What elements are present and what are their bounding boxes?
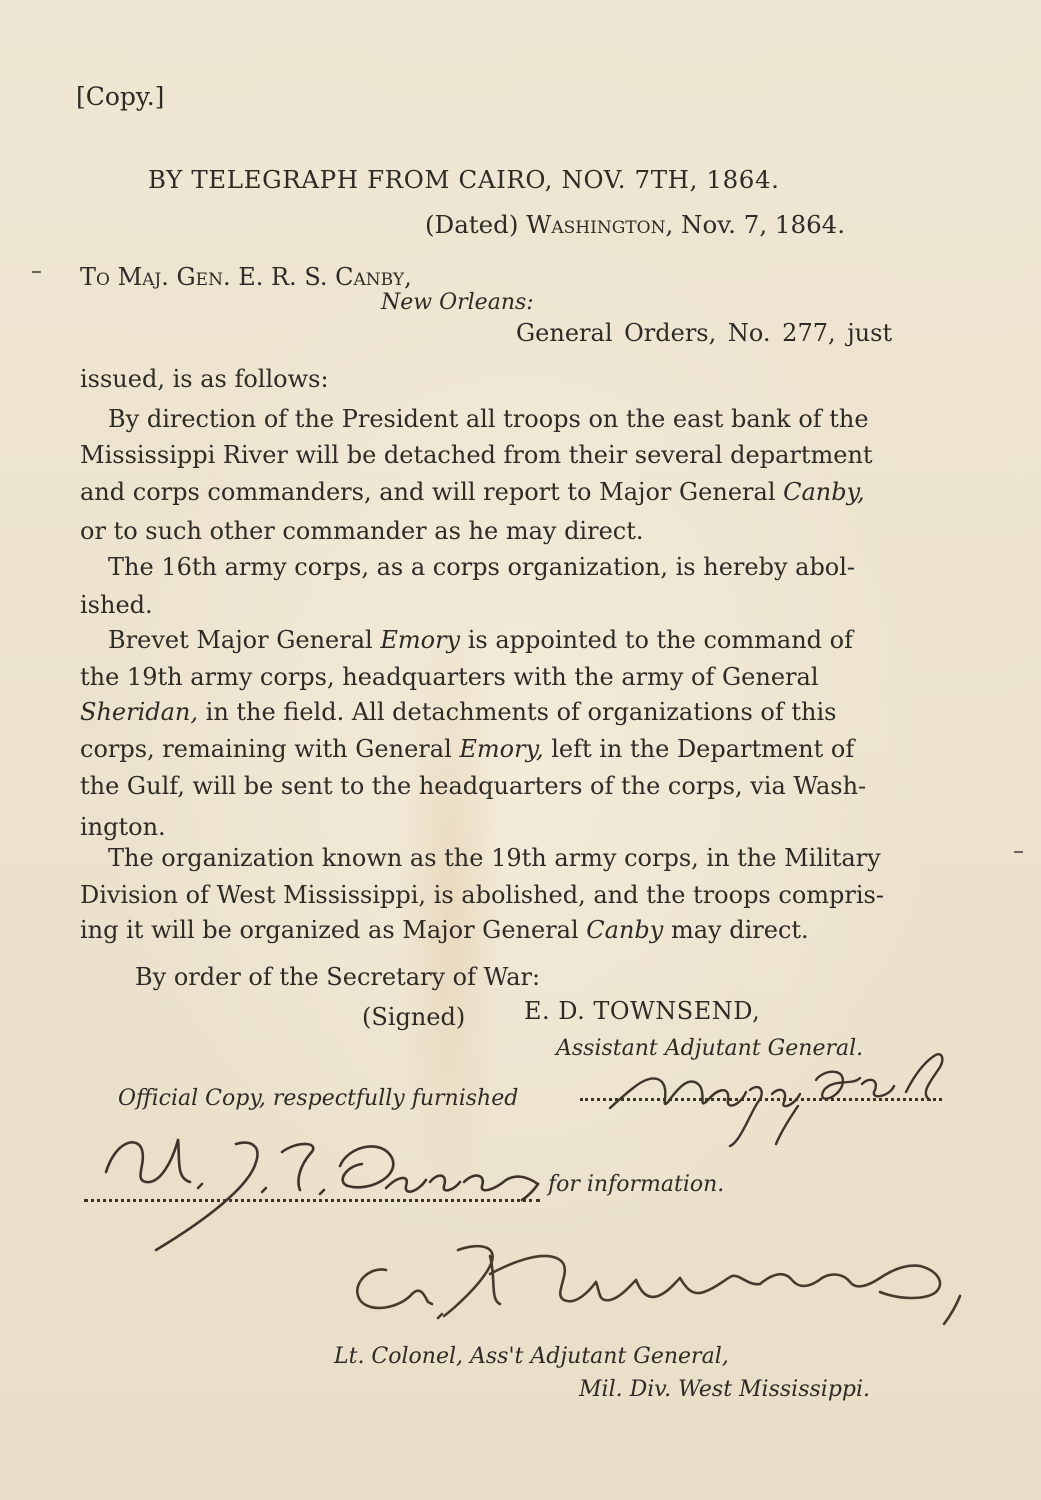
addressee-place: New Orleans: xyxy=(381,290,534,315)
dated-date: , Nov. 7, 1864. xyxy=(665,210,846,239)
body-line: The 16th army corps, as a corps organization, is hereby abol- xyxy=(108,553,856,581)
official-copy-text: Official Copy, respectfully furnished xyxy=(118,1086,519,1111)
body-line: ington. xyxy=(80,813,166,841)
copy-label: [Copy.] xyxy=(76,82,165,111)
body-text: in the field. All detachments of organizations of this xyxy=(198,698,837,726)
body-line xyxy=(80,697,836,727)
body-line: issued, is as follows: xyxy=(80,365,329,393)
body-text: left in the Department of xyxy=(543,735,855,763)
body-line xyxy=(108,625,853,655)
body-text: ing it will be organized as Major General xyxy=(80,916,587,944)
body-line: By order of the Secretary of War: xyxy=(135,963,541,991)
body-line xyxy=(80,734,854,764)
signed-label: (Signed) xyxy=(362,1003,466,1031)
addressee-line: To Maj. Gen. E. R. S. Canby, xyxy=(80,263,412,291)
margin-mark xyxy=(32,271,41,273)
for-information-text: for information. xyxy=(548,1172,725,1197)
closing-rank-line: Lt. Colonel, Ass't Adjutant General, xyxy=(334,1344,729,1369)
body-line: The organization known as the 19th army corps, in the Military xyxy=(108,844,881,872)
telegraph-heading: BY TELEGRAPH FROM CAIRO, NOV. 7TH, 1864. xyxy=(148,165,780,194)
body-line: General Orders, No. 277, just xyxy=(516,319,893,347)
handwritten-maj-genl xyxy=(590,1030,950,1150)
closing-division-line: Mil. Div. West Mississippi. xyxy=(579,1377,871,1402)
dated-place: Washington xyxy=(526,210,666,239)
body-line: Mississippi River will be detached from their several department xyxy=(80,441,873,469)
body-line: Division of West Mississippi, is abolished, and the troops compris- xyxy=(80,881,884,909)
body-line: the Gulf, will be sent to the headquarters of the corps, via Wash- xyxy=(80,772,867,800)
body-emphasis: Emory, xyxy=(459,735,544,763)
margin-mark xyxy=(1014,851,1023,853)
body-emphasis: Sheridan, xyxy=(80,698,199,726)
body-line: the 19th army corps, headquarters with the army of General xyxy=(80,663,819,691)
body-line: By direction of the President all troops on the east bank of the xyxy=(108,405,869,433)
body-text: and corps commanders, and will report to Major General xyxy=(80,478,784,506)
body-text: corps, remaining with General xyxy=(80,735,460,763)
body-emphasis: Canby, xyxy=(783,478,865,506)
body-emphasis: Canby xyxy=(586,916,664,944)
signer-name: E. D. TOWNSEND, xyxy=(524,997,761,1025)
body-emphasis: Emory xyxy=(380,626,461,654)
body-text: Brevet Major General xyxy=(108,626,381,654)
signer-title: Assistant Adjutant General. xyxy=(556,1036,864,1061)
body-text: is appointed to the command of xyxy=(460,626,853,654)
body-line xyxy=(80,477,865,507)
body-text: may direct. xyxy=(663,916,809,944)
handwritten-christensen-signature xyxy=(340,1230,980,1330)
body-line xyxy=(80,915,809,945)
body-line: ished. xyxy=(80,591,153,619)
body-line: or to such other commander as he may direct. xyxy=(80,517,644,545)
dated-line xyxy=(425,210,845,240)
dated-prefix: (Dated) xyxy=(425,210,519,239)
